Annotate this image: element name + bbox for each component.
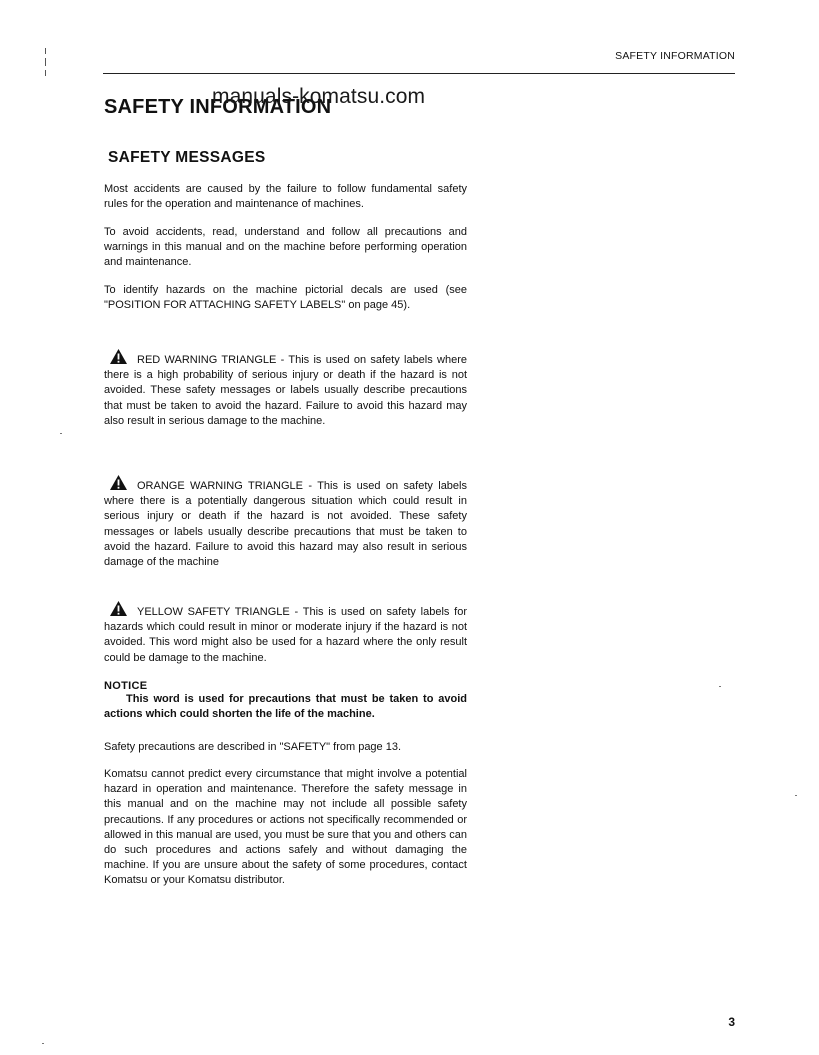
scan-speck	[795, 795, 797, 796]
closing-paragraph: Safety precautions are described in "SAFETY" from page 13.	[104, 741, 402, 753]
notice-block	[104, 680, 467, 722]
section-title: SAFETY MESSAGES	[108, 149, 266, 166]
hazard-text: ORANGE WARNING TRIANGLE - This is used on safety labels where there is a potentially dangerous situation which could result in serious injury or death if the hazard is not avoided. These safety messages or labels usually describe precautions that must be taken to avoid the hazard. Failure to avoid this hazard may also result in serious damage of the machine	[104, 480, 467, 569]
hazard-yellow-safety	[104, 600, 467, 666]
notice-label: NOTICE	[104, 680, 148, 692]
binding-margin-marks	[45, 48, 47, 78]
page-number: 3	[728, 1015, 735, 1029]
scan-speck	[42, 1043, 44, 1044]
scan-speck	[60, 433, 62, 434]
hazard-text: YELLOW SAFETY TRIANGLE - This is used on safety labels for hazards which could result in minor or moderate injury if the hazard is not avoided. This word might also be used for a hazard where the only result could be damage to the machine.	[104, 606, 467, 664]
page-title: SAFETY INFORMATION	[104, 96, 332, 118]
warning-triangle-icon	[109, 600, 128, 617]
warning-triangle-icon	[109, 474, 128, 491]
hazard-text: RED WARNING TRIANGLE - This is used on safety labels where there is a high probability of serious injury or death if the hazard is not avoided. These safety messages or labels usually describe precautions that must be taken to avoid the hazard. Failure to avoid this hazard may also result in serious damage to the machine.	[104, 354, 467, 427]
notice-text: This word is used for precautions that must be taken to avoid actions which could shorten the life of the machine.	[104, 693, 467, 721]
intro-paragraph: To identify hazards on the machine pictorial decals are used (see "POSITION FOR ATTACHING SAFETY LABELS" on page 45).	[104, 284, 467, 312]
closing-paragraph: Komatsu cannot predict every circumstance that might involve a potential hazard in operation and maintenance. Therefore the safety message in this manual and on the machine may not include all possible safety precautions. If any procedures or actions not specifically recommended or allowed in this manual are used, you must be sure that you and others can do such procedures and actions safely and without damaging the machine. If you are unsure about the safety of some procedures, contact Komatsu or your Komatsu distributor.	[104, 768, 467, 887]
scan-speck	[719, 686, 721, 687]
intro-paragraph: To avoid accidents, read, understand and follow all precautions and warnings in this manual and on the machine before performing operation and maintenance.	[104, 226, 467, 269]
running-header: SAFETY INFORMATION	[615, 50, 735, 62]
hazard-orange-warning	[104, 474, 467, 570]
hazard-red-warning	[104, 348, 467, 429]
intro-paragraph: Most accidents are caused by the failure to follow fundamental safety rules for the operation and maintenance of machines.	[104, 183, 467, 211]
warning-triangle-icon	[109, 348, 128, 365]
watermark: manuals-komatsu.com	[212, 85, 426, 108]
header-rule	[103, 73, 735, 74]
